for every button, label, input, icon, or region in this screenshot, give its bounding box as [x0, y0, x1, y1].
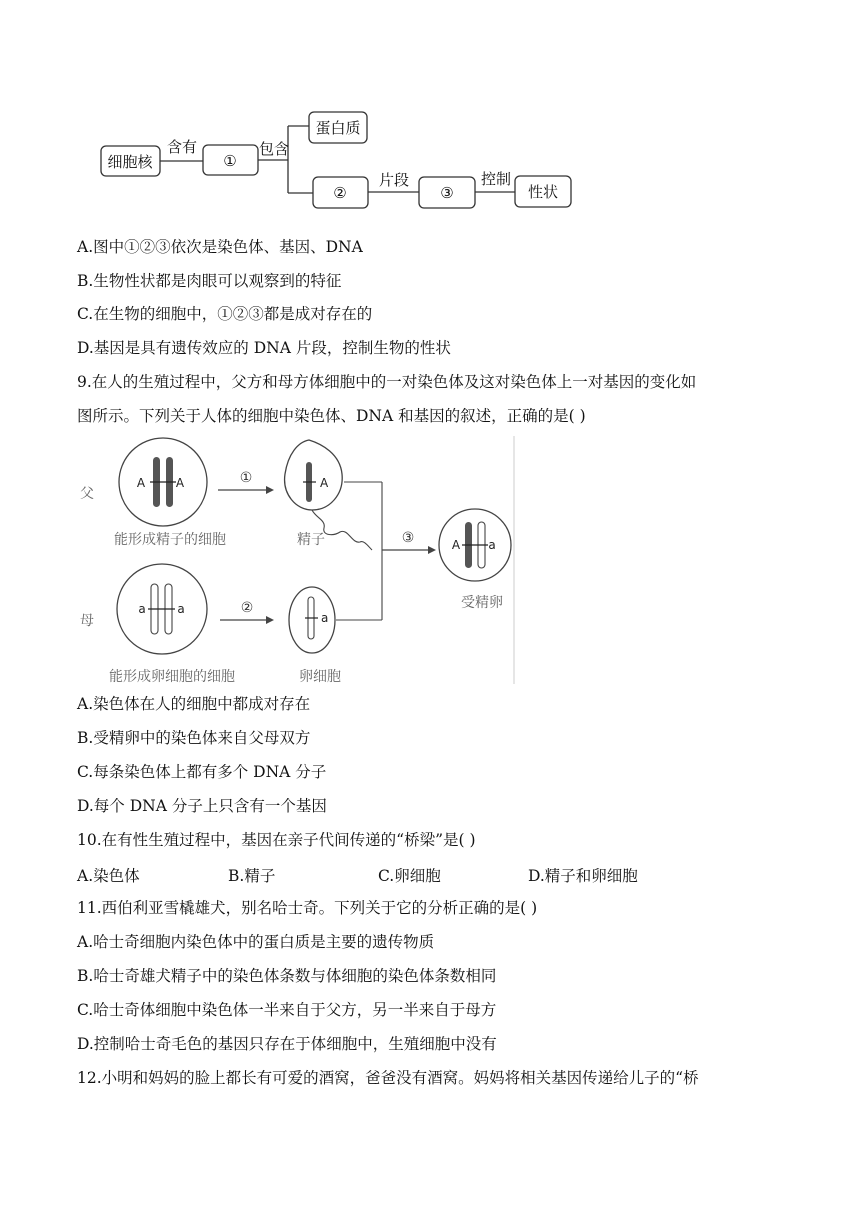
egg-gene: a	[321, 611, 329, 625]
q8-option-c: C.在生物的细胞中，①②③都是成对存在的	[77, 305, 373, 323]
q11-option-c: C.哈士奇体细胞中染色体一半来自于父方，另一半来自于母方	[77, 1001, 497, 1019]
q11-option-d: D.控制哈士奇毛色的基因只存在于体细胞中，生殖细胞中没有	[77, 1035, 497, 1053]
flow-diagram	[0, 0, 860, 220]
q11-option-b: B.哈士奇雄犬精子中的染色体条数与体细胞的染色体条数相同	[77, 967, 497, 985]
q11-option-a: A.哈士奇细胞内染色体中的蛋白质是主要的遗传物质	[77, 933, 435, 951]
father-cell-label: 能形成精子的细胞	[114, 532, 226, 548]
father-gene-right: A	[175, 476, 185, 490]
mother-label: 母	[80, 613, 94, 629]
father-gene-left: A	[136, 476, 146, 490]
step1-label: ①	[239, 470, 253, 486]
protein-label: 蛋白质	[315, 119, 361, 137]
q8-option-b: B.生物性状都是肉眼可以观察到的特征	[77, 272, 342, 290]
zygote-label: 受精卵	[461, 595, 503, 611]
q10-option-a: A.染色体	[77, 867, 140, 885]
mother-gene-left: a	[138, 602, 146, 616]
q9-option-b: B.受精卵中的染色体来自父母双方	[77, 729, 311, 747]
contains-label: 含有	[166, 138, 198, 156]
q10-option-c: C.卵细胞	[378, 867, 441, 885]
q9-stem-line1: 9.在人的生殖过程中，父方和母方体细胞中的一对染色体及这对染色体上一对基因的变化如	[77, 373, 697, 391]
q9-option-a: A.染色体在人的细胞中都成对存在	[77, 695, 311, 713]
q8-option-d: D.基因是具有遗传效应的 DNA 片段，控制生物的性状	[77, 339, 451, 357]
step3-label: ③	[401, 530, 415, 546]
q9-option-d: D.每个 DNA 分子上只含有一个基因	[77, 797, 327, 815]
mother-cell-label: 能形成卵细胞的细胞	[109, 669, 235, 685]
segment-label: 片段	[378, 171, 410, 189]
q12-stem: 12.小明和妈妈的脸上都长有可爱的酒窝，爸爸没有酒窝。妈妈将相关基因传递给儿子的“桥	[77, 1069, 699, 1087]
q10-option-b: B.精子	[228, 867, 276, 885]
sperm-cell	[285, 440, 343, 510]
sperm-label: 精子	[297, 532, 325, 548]
q10-option-d: D.精子和卵细胞	[528, 867, 638, 885]
egg-label: 卵细胞	[299, 669, 341, 685]
q11-stem: 11.西伯利亚雪橇雄犬，别名哈士奇。下列关于它的分析正确的是( )	[77, 899, 538, 917]
mother-gene-right: a	[177, 602, 185, 616]
circle2-label: ②	[333, 184, 347, 202]
controls-label: 控制	[480, 170, 512, 188]
q9-option-c: C.每条染色体上都有多个 DNA 分子	[77, 763, 327, 781]
sperm-gene: A	[320, 476, 329, 490]
father-label: 父	[80, 486, 94, 502]
reproduction-diagram	[0, 432, 860, 692]
circle3-label: ③	[440, 184, 454, 202]
step2-label: ②	[240, 600, 254, 616]
q8-option-a: A.图中①②③依次是染色体、基因、DNA	[77, 238, 363, 256]
circle1-label: ①	[223, 152, 237, 170]
zygote-gene-left: A	[451, 538, 461, 552]
q9-stem-line2: 图所示。下列关于人体的细胞中染色体、DNA 和基因的叙述，正确的是( )	[77, 407, 586, 425]
includes-label: 包含	[258, 140, 290, 158]
zygote-gene-right: a	[488, 538, 496, 552]
q10-stem: 10.在有性生殖过程中，基因在亲子代间传递的“桥梁”是( )	[77, 831, 476, 849]
nucleus-label: 细胞核	[107, 153, 153, 171]
trait-label: 性状	[527, 183, 559, 201]
